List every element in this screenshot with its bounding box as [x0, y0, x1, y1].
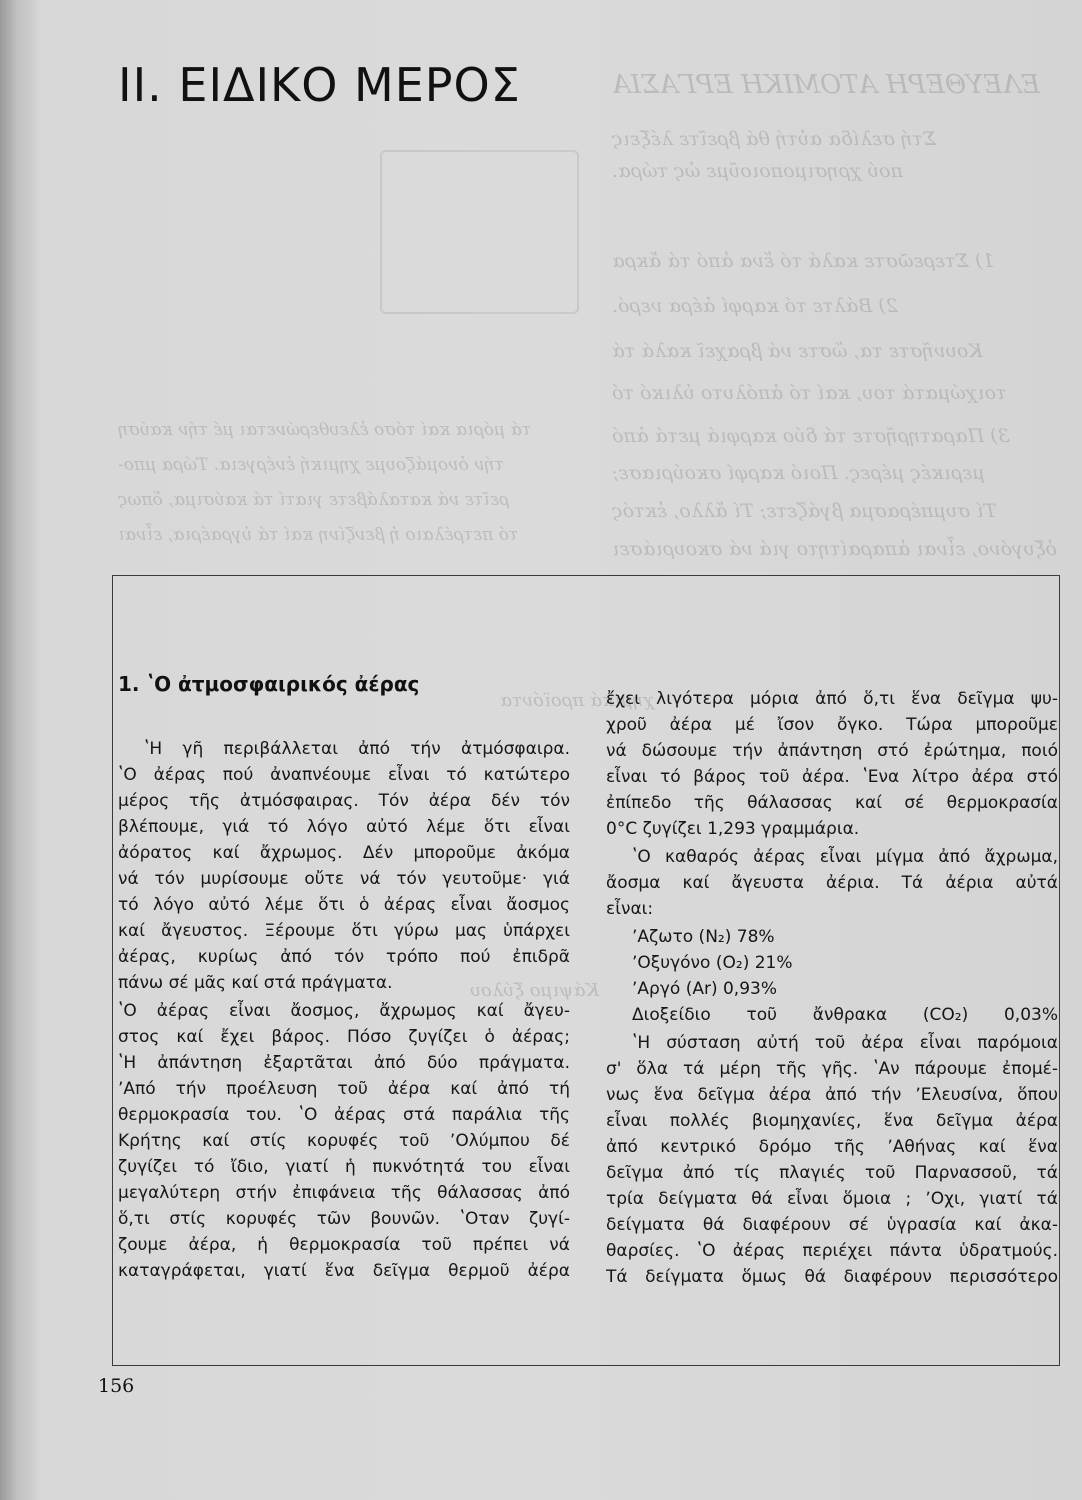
text-line: ζυγίζει τό ἴδιο, γιατί ἡ πυκνότητά του εἶναι: [118, 1157, 570, 1177]
text-line: νως ἕνα δεῖγμα ἀέρα ἀπό τήν ʼΕλευσίνα, ὅπου: [606, 1085, 1058, 1105]
bleed-through-text: Κάψιμο ξύλου: [470, 980, 600, 1001]
text-line: καταγράφεται, γιατί ἕνα δεῖγμα θερμοῦ ἀέρα: [118, 1261, 570, 1281]
text-line: Τά δείγματα ὅμως θά διαφέρουν περισσότερο: [606, 1267, 1058, 1287]
text-line: Κρήτης καί στίς κορυφές τοῦ ʼΟλύμπου δέ: [118, 1131, 570, 1151]
text-line: ἀπό κεντρικό δρόμο τῆς ʼΑθήνας καί ἕνα: [606, 1137, 1058, 1157]
text-line: στος καί ἔχει βάρος. Πόσο ζυγίζει ὁ ἀέρας;: [118, 1027, 570, 1047]
text-line: εἶναι τό βάρος τοῦ ἀέρα. ʽΕνα λίτρο ἀέρα στό: [606, 767, 1058, 787]
text-line: ἐπίπεδο τῆς θάλασσας καί σέ θερμοκρασία: [606, 793, 1058, 813]
bleed-through-text: 3) Παρατηρῆστε τά δύο καρφιά μετά ἀπό: [612, 425, 1010, 447]
text-line: 0°C ζυγίζει 1,293 γραμμάρια.: [606, 819, 860, 839]
bleed-through-text: ΕΛΕΥΘΕΡΗ ΑΤΟΜΙΚΗ ΕΡΓΑΣΙΑ: [612, 70, 1041, 100]
text-line: ἔχει λιγότερα μόρια ἀπό ὅ,τι ἕνα δεῖγμα ψυ-: [606, 689, 1058, 709]
composition-item: ʼΟξυγόνο (O₂) 21%: [632, 953, 793, 973]
text-line: μέρος τῆς ἀτμόσφαιρας. Τόν ἀέρα δέν τόν: [118, 791, 570, 811]
text-line: θαρσίες. ʽΟ ἀέρας περιέχει πάντα ὑδρατμούς.: [606, 1241, 1058, 1261]
text-line: ζουμε ἀέρα, ἡ θερμοκρασία τοῦ πρέπει νά: [118, 1235, 570, 1255]
text-line: νά δώσουμε τήν ἀπάντηση στό ἐρώτημα, ποιό: [606, 741, 1058, 761]
bleed-through-text: Τί συμπέρασμα βγάζετε; Τί ἄλλο, ἐκτός: [612, 500, 997, 522]
text-line: σ' ὅλα τά μέρη τῆς γῆς. ʽΑν πάρουμε ἐπομέ-: [606, 1059, 1058, 1079]
composition-item: ʼΑζωτο (N₂) 78%: [632, 927, 775, 947]
bleed-through-text: ὀξυγόνο, εἶναι ἀπαραίτητο γιά νά σκουριάσει: [612, 538, 1057, 560]
bleed-through-text: τό πετρέλαιο ἡ βενζίνη καί τά ὑγραέρια, εἶναι: [118, 525, 519, 545]
bleed-through-text: μερικές μέρες. Ποιό καρφί σκούριασε;: [612, 462, 985, 484]
text-line: ʽΟ ἀέρας εἶναι ἄοσμος, ἄχρωμος καί ἄγευ-: [118, 1001, 570, 1021]
text-line: ὅ,τι στίς κορυφές τῶν βουνῶν. ʽΟταν ζυγί-: [118, 1209, 570, 1229]
bleed-through-text: τοιχώματά του, καί τό ἀπόλυτο ὑλικό τό: [612, 382, 1007, 404]
bleed-through-text: 1) Στερεῶστε καλά τό ἕνα ἀπό τά ἄκρα: [612, 250, 995, 272]
text-line: εἶναι πολλές βιομηχανίες, ἕνα δεῖγμα ἀέρα: [606, 1111, 1058, 1131]
bleed-through-text: τήν ὀνομάζουμε χημική ἐνέργεια. Τώρα μπο-: [118, 455, 505, 475]
page-number: 156: [98, 1375, 135, 1397]
text-line: νά τόν μυρίσουμε οὔτε νά τόν γευτοῦμε· γιά: [118, 869, 570, 889]
text-line: ʽΗ γῆ περιβάλλεται ἀπό τήν ἀτμόσφαιρα.: [144, 739, 570, 759]
text-line: ἀέρας, κυρίως ἀπό τόν τρόπο πού ἐπιδρᾶ: [118, 947, 570, 967]
bleed-through-text: 2) Βάλτε τό καρφί ἀέρα νερό.: [612, 295, 898, 317]
text-line: τρία δείγματα θά εἶναι ὅμοια ; ʼΟχι, γιατί τά: [606, 1189, 1058, 1209]
text-line: μεγαλύτερη στήν ἐπιφάνεια τῆς θάλασσας ἀπό: [118, 1183, 570, 1203]
text-line: ἄοσμα καί ἄγευστα ἀέρια. Τά ἀέρια αὐτά: [606, 873, 1058, 893]
text-line: ʼΑπό τήν προέλευση τοῦ ἀέρα καί ἀπό τή: [118, 1079, 570, 1099]
page-binding-shadow: [0, 0, 40, 1500]
text-line: χροῦ ἀέρα μέ ἴσον ὄγκο. Τώρα μποροῦμε: [606, 715, 1058, 735]
bleed-through-figure: [380, 150, 579, 314]
bleed-through-text: ρεῖτε νά καταλάβετε γιατί τά καύσιμα, ὅπως: [118, 490, 510, 510]
composition-item: ʼΑργό (Ar) 0,93%: [632, 979, 777, 999]
bleed-through-text: χημικά προϊόντα: [500, 690, 655, 711]
text-line: τό λόγο αὐτό λέμε ὅτι ὁ ἀέρας εἶναι ἄοσμος: [118, 895, 570, 915]
composition-item: Διοξείδιο τοῦ ἄνθρακα (CO₂) 0,03%: [632, 1005, 1058, 1025]
text-line: ʽΟ καθαρός ἀέρας εἶναι μίγμα ἀπό ἄχρωμα,: [632, 847, 1058, 867]
text-line: βλέπουμε, γιά τό λόγο αὐτό λέμε ὅτι εἶναι: [118, 817, 570, 837]
text-line: ʽΗ ἀπάντηση ἐξαρτᾶται ἀπό δύο πράγματα.: [118, 1053, 570, 1073]
bleed-through-text: πού χρησιμοποιοῦμε ὡς τώρα.: [612, 160, 903, 182]
text-line: ʽΗ σύσταση αὐτή τοῦ ἀέρα εἶναι παρόμοια: [632, 1033, 1058, 1053]
text-line: δεῖγμα ἀπό τίς πλαγιές τοῦ Παρνασσοῦ, τά: [606, 1163, 1058, 1183]
text-line: ἀόρατος καί ἄχρωμος. Δέν μποροῦμε ἀκόμα: [118, 843, 570, 863]
text-line: δείγματα θά διαφέρουν σέ ὑγρασία καί ἀκα-: [606, 1215, 1058, 1235]
article-heading: 1. ʽΟ ἀτμοσφαιρικός ἀέρας: [118, 672, 420, 696]
text-line: καί ἄγευστος. Ξέρουμε ὅτι γύρω μας ὑπάρχει: [118, 921, 570, 941]
section-title: II. ΕΙΔΙΚΟ ΜΕΡΟΣ: [118, 58, 521, 112]
text-line: ʽΟ ἀέρας πού ἀναπνέουμε εἶναι τό κατώτερο: [118, 765, 570, 785]
text-line: εἶναι:: [606, 899, 654, 919]
text-line: πάνω σέ μᾶς καί στά πράγματα.: [118, 973, 393, 993]
bleed-through-text: Στή σελίδα αὐτή θά βρεῖτε λέξεις: [612, 128, 937, 150]
bleed-through-text: τά μόρια καί τόσο ἐλευθερώνεται μέ τήν καύση: [118, 420, 532, 440]
text-line: θερμοκρασία του. ʽΟ ἀέρας στά παράλια τῆς: [118, 1105, 570, 1125]
bleed-through-text: Κουνῆστε τα, ὥστε νά βραχεῖ καλά τά: [612, 340, 983, 362]
